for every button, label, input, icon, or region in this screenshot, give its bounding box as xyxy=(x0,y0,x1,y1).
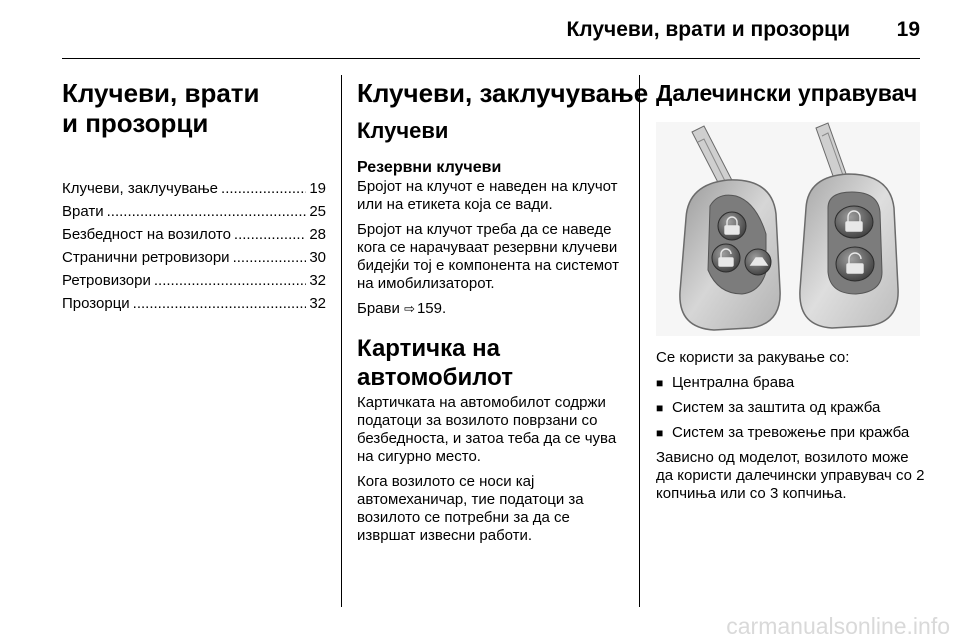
paragraph: Картичката на автомобилот содржи податоци за возилото поврзани со безбедноста, и затоа теба да се чува на сигурно место. xyxy=(357,394,617,465)
left-column xyxy=(62,72,326,318)
toc-leader xyxy=(221,180,306,197)
spare-keys-heading: Резервни клучеви xyxy=(357,159,502,176)
toc-label: Ретровизори xyxy=(62,272,151,289)
bullet-square-icon: ■ xyxy=(656,376,664,390)
car-card-title xyxy=(357,334,625,392)
toc-page: 32 xyxy=(309,272,326,289)
list-item xyxy=(656,399,926,417)
toc-page: 25 xyxy=(309,203,326,220)
toc-entry[interactable] xyxy=(62,180,326,203)
chapter-title-line2: и прозорци xyxy=(62,108,209,138)
list-item xyxy=(656,424,926,442)
toc-page: 28 xyxy=(309,226,326,243)
page-number: 19 xyxy=(896,18,920,41)
paragraph: Зависно од моделот, возилото може да користи далечински управувач со 2 копчиња или со 3 копчиња. xyxy=(656,449,925,502)
remote-control-title: Далечински управувач xyxy=(656,80,918,106)
paragraph: Се користи за ракување со: xyxy=(656,349,850,366)
column-divider-2 xyxy=(639,75,640,607)
header-title: Клучеви, врати и прозорци xyxy=(566,18,850,41)
column-divider-1 xyxy=(341,75,342,607)
toc-page: 30 xyxy=(309,249,326,266)
toc-leader xyxy=(234,226,306,243)
chapter-title xyxy=(62,78,326,138)
car-card-title-line1: Картичка на xyxy=(357,335,500,362)
list-item xyxy=(656,374,926,392)
toc-label: Безбедност на возилото xyxy=(62,226,231,243)
bullet-square-icon: ■ xyxy=(656,401,664,415)
toc-leader xyxy=(133,295,307,312)
section-title: Клучеви, заклучување xyxy=(357,78,649,108)
toc-page: 32 xyxy=(309,295,326,312)
toc-leader xyxy=(233,249,307,266)
list-item-text: Централна брава xyxy=(672,374,795,391)
toc-leader xyxy=(154,272,306,289)
toc-label: Прозорци xyxy=(62,295,130,312)
remote-key-illustration xyxy=(656,122,920,336)
toc-label: Врати xyxy=(62,203,104,220)
paragraph: Бројот на клучот треба да се наведе кога се нарачуваат резервни клучеви бидејќи тој е компонента на системот на имобилизаторот. xyxy=(357,221,619,292)
subsection-title: Клучеви xyxy=(357,118,449,143)
toc-entry[interactable] xyxy=(62,295,326,318)
bullet-square-icon: ■ xyxy=(656,426,664,440)
middle-column xyxy=(357,72,649,545)
toc-entry[interactable] xyxy=(62,249,326,272)
cross-reference[interactable] xyxy=(357,300,625,318)
toc-entry[interactable] xyxy=(62,272,326,295)
toc-entry[interactable] xyxy=(62,226,326,249)
header-rule xyxy=(62,58,920,59)
page-header xyxy=(62,0,920,60)
chapter-title-line1: Клучеви, врати xyxy=(62,78,260,108)
list-item-text: Систем за заштита од кражба xyxy=(672,399,881,416)
page-reference-arrow-icon: ⇨ xyxy=(404,301,415,316)
car-card-title-line2: автомобилот xyxy=(357,364,513,391)
reference-page: 159. xyxy=(416,300,447,317)
toc-leader xyxy=(107,203,307,220)
right-column xyxy=(656,72,926,503)
usage-list xyxy=(656,374,926,442)
paragraph: Кога возилото се носи кај автомеханичар, тие податоци за возилото се потребни за да се извршат извесни работи. xyxy=(357,473,584,544)
toc-entry[interactable] xyxy=(62,203,326,226)
table-of-contents xyxy=(62,180,326,318)
toc-label: Странични ретровизори xyxy=(62,249,230,266)
toc-page: 19 xyxy=(309,180,326,197)
watermark: carmanualsonline.info xyxy=(726,613,950,639)
list-item-text: Систем за тревожење при кражба xyxy=(672,424,910,441)
toc-label: Клучеви, заклучување xyxy=(62,180,219,197)
reference-label: Брави xyxy=(357,300,400,317)
paragraph: Бројот на клучот е наведен на клучот или на етикета која се вади. xyxy=(357,178,618,213)
